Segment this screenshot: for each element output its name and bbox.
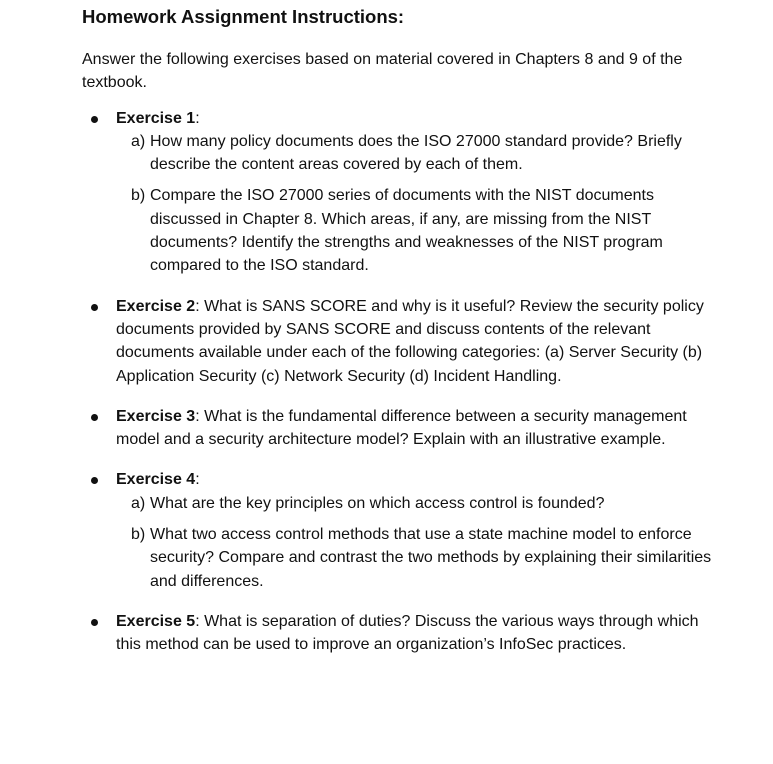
exercise-5-text: : What is separation of duties? Discuss the various ways through which this method can be used to improve an organization’s InfoSec practices. (116, 612, 699, 654)
subitem-text: What two access control methods that use a state machine model to enforce security? Compare and contrast the two methods by explaining their similarities and differences. (150, 526, 712, 590)
exercise-1-subitem-a (116, 130, 722, 177)
subitem-text: How many policy documents does the ISO 27000 standard provide? Briefly describe the content areas covered by each of them. (150, 132, 682, 174)
bullet-icon (91, 619, 98, 626)
exercise-1-text: : (195, 109, 200, 127)
exercise-4-subitem-a (116, 492, 722, 515)
exercise-1-subitems (116, 130, 722, 278)
exercise-4-header (116, 468, 722, 491)
exercise-5-title: Exercise 5 (116, 612, 196, 630)
exercise-4-title: Exercise 4 (116, 471, 196, 489)
exercise-4-subitem-b (116, 523, 722, 593)
exercise-1 (82, 107, 722, 278)
exercise-2 (82, 295, 722, 388)
bullet-icon (91, 116, 98, 123)
subitem-text: What are the key principles on which access control is founded? (150, 494, 605, 512)
bullet-icon (91, 304, 98, 311)
page-title: Homework Assignment Instructions: (82, 6, 405, 27)
subitem-marker: a) (131, 132, 146, 150)
exercise-3-text: : What is the fundamental difference between a security management model and a security architecture model? Explain with an illustrative example. (116, 407, 687, 449)
document-page (82, 4, 722, 674)
exercise-3 (82, 405, 722, 452)
intro-paragraph: Answer the following exercises based on material covered in Chapters 8 and 9 of the textbook. (82, 51, 683, 92)
exercise-3-title: Exercise 3 (116, 407, 196, 425)
subitem-marker: a) (131, 494, 146, 512)
subitem-marker: b) (131, 526, 146, 544)
exercise-4 (82, 468, 722, 592)
exercise-2-text: : What is SANS SCORE and why is it useful? Review the security policy documents provided by SANS SCORE and discuss contents of the relevant documents available under each of the following categories: (a) Server Security (b) Application Security (c) Network Security (d) Incident Handling. (116, 297, 704, 385)
exercise-1-title: Exercise 1 (116, 109, 196, 127)
exercise-4-subitems (116, 492, 722, 593)
exercise-5 (82, 610, 722, 657)
exercise-4-text: : (195, 471, 200, 489)
exercise-2-title: Exercise 2 (116, 297, 196, 315)
bullet-icon (91, 477, 98, 484)
subitem-marker: b) (131, 187, 146, 205)
exercise-1-subitem-b (116, 184, 722, 277)
subitem-text: Compare the ISO 27000 series of documents with the NIST documents discussed in Chapter 8. Which areas, if any, are missing from the NIST documents? Identify the strengths and weaknesses of the NIST program compared to the ISO standard. (150, 187, 663, 275)
bullet-icon (91, 414, 98, 421)
exercise-1-header (116, 107, 722, 130)
